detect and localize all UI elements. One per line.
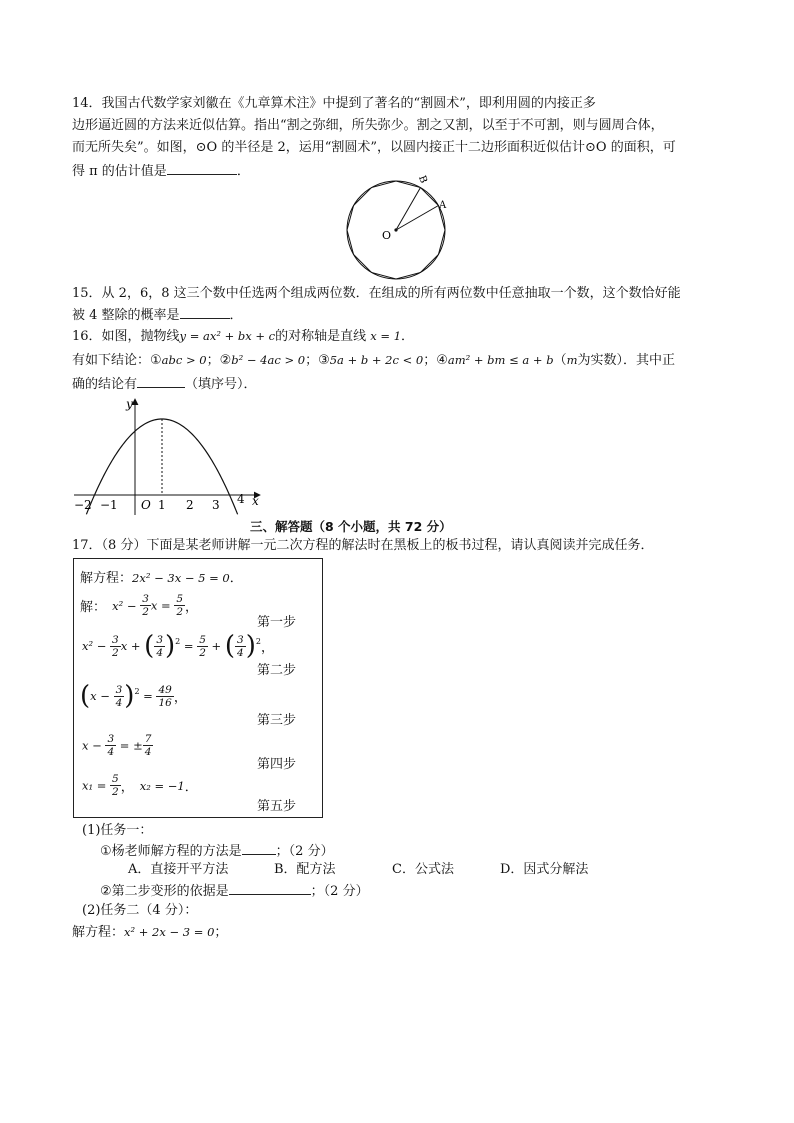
task2-eq: x² + 2x − 3 = 0 [124, 925, 215, 939]
q14-line4-text: 得 π 的估计值是 [72, 164, 167, 179]
q16-line3-end: （填序号）． [185, 377, 257, 392]
step4-b: = ± [116, 738, 143, 753]
x-axis-label: x [252, 494, 259, 508]
q14-line3: 而无所失矣”。如图，⊙O 的半径是 2，运用“割圆术”，以圆内接正十二边形面积近似估计⊙O 的面积，可 [72, 140, 676, 155]
q16-c3-mark: ③ [318, 353, 330, 368]
tick-2: 2 [186, 498, 194, 512]
step3-a: x − [90, 689, 114, 703]
step5-sep: ， [120, 780, 134, 795]
step4-label: 第四步 [257, 757, 297, 772]
step1-lhs-b: x = [150, 598, 175, 613]
step1-end: ， [185, 600, 199, 615]
q16-sep2: ； [305, 353, 319, 368]
q15-line1: 15．从 2，6，8 这三个数中任选两个组成两位数．在组成的所有两位数中任意抽取一个数，这个数恰好能 [72, 286, 681, 301]
q16-line2 [72, 351, 675, 370]
radius-ob [396, 188, 421, 230]
board-solve-label: 解： [80, 600, 107, 615]
board-step2: x² − $\frac{3}{2}$ x + ( $\frac{3}{4}$ )$^2$ = $\frac{5}{2}$ + ( $\frac{3}{4}$ )$^2$， [82, 631, 274, 661]
q16-sep1: ； [206, 353, 220, 368]
board-step5 [82, 773, 198, 798]
option-c[interactable]: C．公式法 [392, 862, 454, 877]
step2-b: x + [120, 639, 145, 653]
step5-frac-5-2: $\frac{5}{2}$ [112, 773, 119, 798]
q16-c2: b² − 4ac > 0 [231, 353, 306, 367]
task2-end: ； [214, 925, 228, 940]
task1-q1-blank[interactable] [242, 841, 276, 855]
center-point [394, 228, 397, 231]
q15-line2-text: 被 4 整除的概率是 [72, 308, 180, 323]
step4-a: x − [82, 738, 106, 753]
step1-frac-5-2: $\frac{5}{2}$ [176, 593, 184, 618]
step2-a: x² − [82, 639, 111, 653]
task1-q2-mark: ② [100, 884, 112, 899]
option-b[interactable]: B．配方法 [274, 862, 336, 877]
step2-label: 第二步 [257, 663, 297, 678]
step5-x2: x₂ = −1 [139, 778, 185, 793]
q14-circle-figure [340, 172, 460, 284]
board-title-end: ． [229, 571, 243, 586]
q16-intro-a: 16．如图，抛物线 [72, 329, 180, 344]
q16-intro-b: 的对称轴是直线 [275, 329, 367, 344]
q16-c4-note-a: （ [553, 353, 567, 368]
q16-c2-mark: ② [219, 353, 232, 368]
option-d[interactable]: D．因式分解法 [500, 862, 589, 877]
task2-label: 解方程： [72, 925, 125, 940]
q16-c1-mark: ① [150, 353, 162, 368]
task1-q2-text: 第二步变形的依据是 [111, 884, 229, 899]
step2-d: + [207, 639, 225, 653]
task1-options [128, 861, 588, 879]
board-title-label: 解方程： [80, 571, 133, 586]
q16-answer-blank[interactable] [137, 374, 185, 388]
step2-frac-3-4-b: $\frac{3}{4}$ [237, 633, 244, 659]
q14-line2: 边形逼近圆的方法来近似估算。指出“割之弥细，所失弥少。割之又割，以至于不可割，则与圆周合体， [72, 118, 664, 133]
origin-label: O [141, 498, 151, 512]
q14-line1: 14．我国古代数学家刘徽在《九章算术注》中提到了著名的“割圆术”，即利用圆的内接正多 [72, 96, 596, 111]
radius-oa [396, 206, 438, 231]
tick-1: 1 [158, 498, 166, 512]
q15-line2 [72, 305, 243, 325]
board-step1 [80, 593, 198, 618]
q16-c4: am² + bm ≤ a + b [447, 353, 554, 367]
label-b: B [415, 174, 429, 185]
q16-intro-c: ． [401, 329, 415, 344]
q16-line1 [72, 327, 414, 346]
q14-line4 [72, 161, 250, 181]
step3-frac-49-16: $\frac{49}{16}$ [158, 683, 172, 709]
q15-line2-end: ． [229, 308, 243, 323]
step2-end: ， [260, 640, 274, 656]
task1-q2-end: ；（2 分） [310, 884, 369, 899]
step1-frac-3-2: $\frac{3}{2}$ [142, 593, 149, 618]
board-step3: (x − $\frac{3}{4}$ )$^2$ = $\frac{49}{16}$ ， [80, 681, 187, 711]
q16-c1: abc > 0 [161, 353, 207, 367]
task2-heading: (2)任务二（4 分）： [82, 903, 198, 918]
q16-parabola-graph [72, 395, 272, 517]
task2-equation [72, 923, 227, 942]
tick-3: 3 [212, 498, 220, 512]
q16-line3-text: 确的结论有 [72, 377, 138, 392]
step2-frac-3-2: $\frac{3}{2}$ [112, 633, 119, 659]
tick-4: 4 [237, 492, 245, 506]
step3-label: 第三步 [257, 713, 297, 728]
board-title-eq: 2x² − 3x − 5 = 0 [132, 571, 230, 585]
section3-heading: 三、解答题（8 个小题，共 72 分） [250, 519, 452, 534]
step5-x1: x₁ = [82, 778, 111, 793]
task1-q1-end: ；（2 分） [275, 844, 334, 859]
step4-frac-3-4: $\frac{3}{4}$ [107, 733, 115, 758]
q14-line4-end: ． [236, 164, 250, 179]
task1-q2 [100, 881, 369, 901]
q16-conc-prefix: 有如下结论： [72, 353, 151, 368]
y-axis-label: y [126, 397, 133, 411]
q16-axis-eq: x = 1 [370, 329, 402, 343]
label-a: A [439, 200, 447, 211]
step2-c: = [180, 639, 198, 653]
option-a[interactable]: A．直接开平方法 [128, 862, 229, 877]
q16-sep3: ； [423, 353, 437, 368]
circle-with-dodecagon [347, 181, 445, 279]
task1-q1-text: 杨老师解方程的方法是 [111, 844, 242, 859]
task1-q2-blank[interactable] [229, 881, 311, 895]
tick-neg1: −1 [100, 498, 118, 512]
task1-q1 [100, 841, 334, 861]
step1-lhs-a: x² − [112, 598, 141, 613]
step1-label: 第一步 [257, 615, 297, 630]
step3-eq: = [139, 689, 157, 703]
q16-c4-mark: ④ [436, 353, 448, 368]
board-title [80, 567, 243, 586]
tick-neg2: −2 [74, 498, 92, 512]
step4-frac-7-4: $\frac{7}{4}$ [144, 733, 152, 758]
step2-frac-3-4-a: $\frac{3}{4}$ [156, 633, 164, 659]
step5-label: 第五步 [257, 799, 297, 814]
q16-line3 [72, 374, 257, 394]
q16-c4-note-m: m [566, 353, 578, 367]
task1-q1-mark: ① [100, 844, 112, 859]
blackboard-box [73, 558, 323, 818]
step5-end: ． [184, 780, 198, 795]
label-o: O [382, 229, 392, 242]
q16-parabola-eq: y = ax² + bx + c [179, 329, 276, 343]
q16-c4-note-b: 为实数）．其中正 [577, 353, 675, 368]
step3-end: ， [173, 690, 187, 706]
q15-answer-blank[interactable] [180, 305, 230, 319]
q14-answer-blank[interactable] [167, 161, 237, 175]
step3-frac-3-4: $\frac{3}{4}$ [115, 683, 123, 709]
step2-frac-5-2: $\frac{5}{2}$ [199, 633, 206, 659]
q16-c3: 5a + b + 2c < 0 [329, 353, 424, 367]
task1-heading: (1)任务一： [82, 823, 153, 838]
q17-line1: 17．（8 分）下面是某老师讲解一元二次方程的解法时在黑板上的板书过程，请认真阅读并完成任务． [72, 538, 654, 553]
board-step4 [82, 733, 153, 758]
